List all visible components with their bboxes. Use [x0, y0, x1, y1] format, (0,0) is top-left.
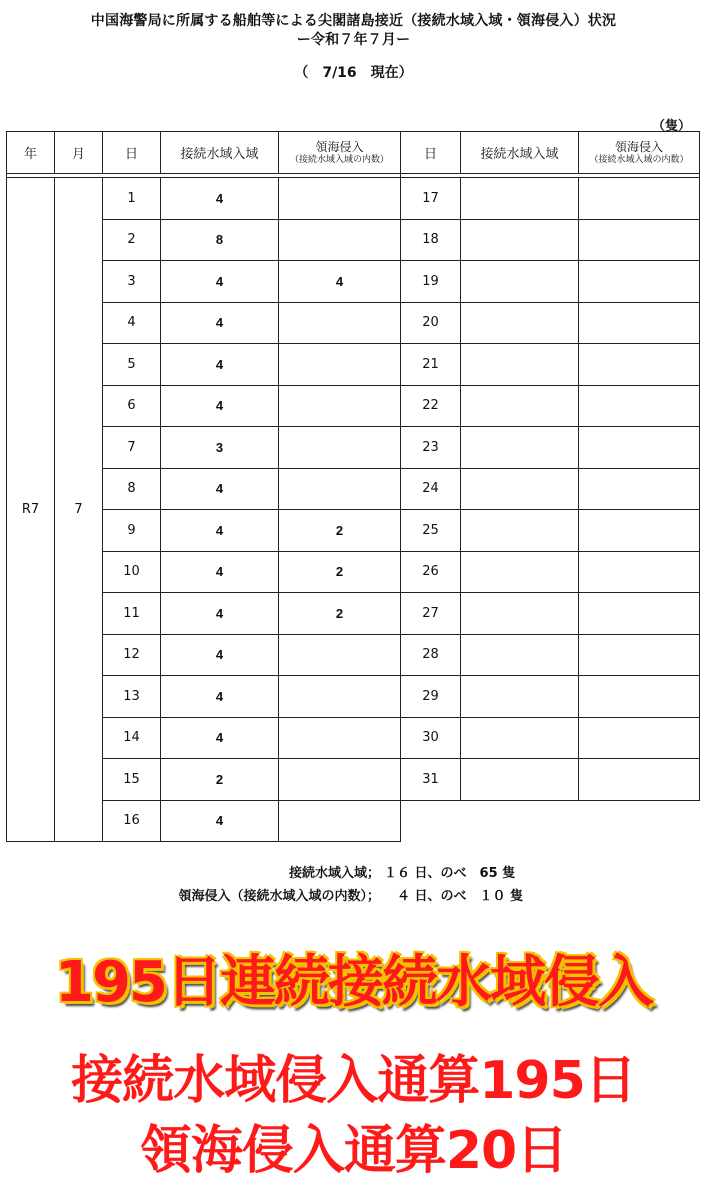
summary-contiguous-value: １６ 日、のべ 65 隻 [384, 866, 516, 881]
table-row [401, 178, 700, 220]
day-cell: 17 [401, 178, 461, 220]
territorial-cell [579, 593, 700, 635]
territorial-cell [279, 676, 401, 718]
contiguous-cell [461, 510, 579, 552]
day-cell: 29 [401, 676, 461, 718]
table-row [401, 717, 700, 759]
territorial-cell [579, 468, 700, 510]
header-day: 日 [401, 132, 461, 174]
header-territorial-sub: （接続水域入域の内数） [289, 154, 389, 165]
header-territorial [579, 132, 700, 174]
banner-territorial-total: 領海侵入通算20日 [139, 1121, 568, 1181]
contiguous-cell: 4 [161, 800, 279, 842]
territorial-cell: 4 [279, 261, 401, 303]
banner-consecutive-days: 195日連続接続水域侵入 [55, 950, 652, 1015]
day-cell: 25 [401, 510, 461, 552]
day-cell: 12 [103, 634, 161, 676]
day-cell: 24 [401, 468, 461, 510]
territorial-cell [579, 634, 700, 676]
day-cell: 16 [103, 800, 161, 842]
day-cell: 27 [401, 593, 461, 635]
territorial-cell: 2 [279, 510, 401, 552]
territorial-cell [579, 510, 700, 552]
contiguous-cell [461, 634, 579, 676]
day-cell: 23 [401, 427, 461, 469]
day-cell: 18 [401, 219, 461, 261]
table-row [7, 178, 401, 220]
contiguous-cell [461, 759, 579, 801]
banner-contiguous-total: 接続水域侵入通算195日 [71, 1051, 636, 1111]
territorial-cell [279, 302, 401, 344]
table-row [401, 676, 700, 718]
header-territorial [279, 132, 401, 174]
territorial-cell [579, 178, 700, 220]
contiguous-cell [461, 593, 579, 635]
table-row [401, 510, 700, 552]
data-table-right [400, 131, 700, 801]
contiguous-cell: 4 [161, 178, 279, 220]
territorial-cell [279, 385, 401, 427]
contiguous-cell: 4 [161, 593, 279, 635]
day-cell: 1 [103, 178, 161, 220]
day-cell: 7 [103, 427, 161, 469]
header-contiguous: 接続水域入域 [161, 132, 279, 174]
territorial-cell [279, 178, 401, 220]
table-row [401, 344, 700, 386]
territorial-cell [579, 344, 700, 386]
territorial-cell [579, 302, 700, 344]
day-cell: 11 [103, 593, 161, 635]
day-cell: 5 [103, 344, 161, 386]
table-row [401, 634, 700, 676]
contiguous-cell [461, 717, 579, 759]
contiguous-cell: 4 [161, 468, 279, 510]
territorial-cell [279, 759, 401, 801]
table-row [401, 551, 700, 593]
territorial-cell: 2 [279, 593, 401, 635]
table-row [401, 302, 700, 344]
table-row [401, 427, 700, 469]
contiguous-cell: 4 [161, 344, 279, 386]
contiguous-cell: 3 [161, 427, 279, 469]
day-cell: 15 [103, 759, 161, 801]
table-row [401, 593, 700, 635]
day-cell: 26 [401, 551, 461, 593]
territorial-cell [279, 800, 401, 842]
contiguous-cell [461, 302, 579, 344]
day-cell: 6 [103, 385, 161, 427]
day-cell: 4 [103, 302, 161, 344]
page-subtitle: ー令和７年７月ー [296, 32, 411, 48]
contiguous-cell [461, 385, 579, 427]
summary-contiguous-label: 接続水域入域； [288, 866, 380, 881]
contiguous-cell [461, 427, 579, 469]
territorial-cell [279, 344, 401, 386]
contiguous-cell: 4 [161, 634, 279, 676]
territorial-cell [579, 551, 700, 593]
contiguous-cell: 8 [161, 219, 279, 261]
contiguous-cell: 4 [161, 261, 279, 303]
territorial-cell [279, 717, 401, 759]
header-month: 月 [55, 132, 103, 174]
header-day: 日 [103, 132, 161, 174]
territorial-cell [579, 676, 700, 718]
territorial-cell [279, 634, 401, 676]
contiguous-cell [461, 551, 579, 593]
unit-label: （隻） [652, 119, 692, 134]
table-row [401, 261, 700, 303]
day-cell: 2 [103, 219, 161, 261]
day-cell: 14 [103, 717, 161, 759]
territorial-cell [279, 468, 401, 510]
day-cell: 13 [103, 676, 161, 718]
territorial-cell [579, 261, 700, 303]
day-cell: 22 [401, 385, 461, 427]
day-cell: 31 [401, 759, 461, 801]
territorial-cell [279, 427, 401, 469]
header-year: 年 [7, 132, 55, 174]
header-territorial-main: 領海侵入 [614, 139, 663, 154]
page-title: 中国海警局に所属する船舶等による尖閣諸島接近（接続水域入域・領海侵入）状況 [90, 13, 617, 29]
header-territorial-main: 領海侵入 [315, 139, 364, 154]
contiguous-cell: 4 [161, 717, 279, 759]
day-cell: 20 [401, 302, 461, 344]
day-cell: 19 [401, 261, 461, 303]
day-cell: 28 [401, 634, 461, 676]
contiguous-cell: 4 [161, 385, 279, 427]
table-row [401, 759, 700, 801]
table-row [401, 468, 700, 510]
contiguous-cell [461, 219, 579, 261]
contiguous-cell: 4 [161, 510, 279, 552]
month-cell: 7 [55, 178, 103, 842]
contiguous-cell: 4 [161, 676, 279, 718]
contiguous-cell: 2 [161, 759, 279, 801]
day-cell: 8 [103, 468, 161, 510]
contiguous-cell: 4 [161, 302, 279, 344]
territorial-cell: 2 [279, 551, 401, 593]
day-cell: 21 [401, 344, 461, 386]
territorial-cell [579, 219, 700, 261]
table-row [401, 385, 700, 427]
territorial-cell [579, 385, 700, 427]
contiguous-cell [461, 344, 579, 386]
day-cell: 9 [103, 510, 161, 552]
summary-territorial-value: ４ 日、のべ １０ 隻 [384, 889, 524, 904]
day-cell: 3 [103, 261, 161, 303]
header-territorial-sub: （接続水域入域の内数） [589, 154, 689, 165]
day-cell: 10 [103, 551, 161, 593]
contiguous-cell: 4 [161, 551, 279, 593]
territorial-cell [279, 219, 401, 261]
territorial-cell [579, 717, 700, 759]
as-of-date: （ 7/16 現在） [294, 65, 413, 81]
year-cell: R7 [7, 178, 55, 842]
territorial-cell [579, 427, 700, 469]
day-cell: 30 [401, 717, 461, 759]
contiguous-cell [461, 676, 579, 718]
data-table-left [6, 131, 401, 842]
summary-territorial-label: 領海侵入（接続水域入域の内数）； [178, 889, 380, 904]
table-row [401, 219, 700, 261]
contiguous-cell [461, 468, 579, 510]
header-contiguous: 接続水域入域 [461, 132, 579, 174]
territorial-cell [579, 759, 700, 801]
contiguous-cell [461, 178, 579, 220]
contiguous-cell [461, 261, 579, 303]
